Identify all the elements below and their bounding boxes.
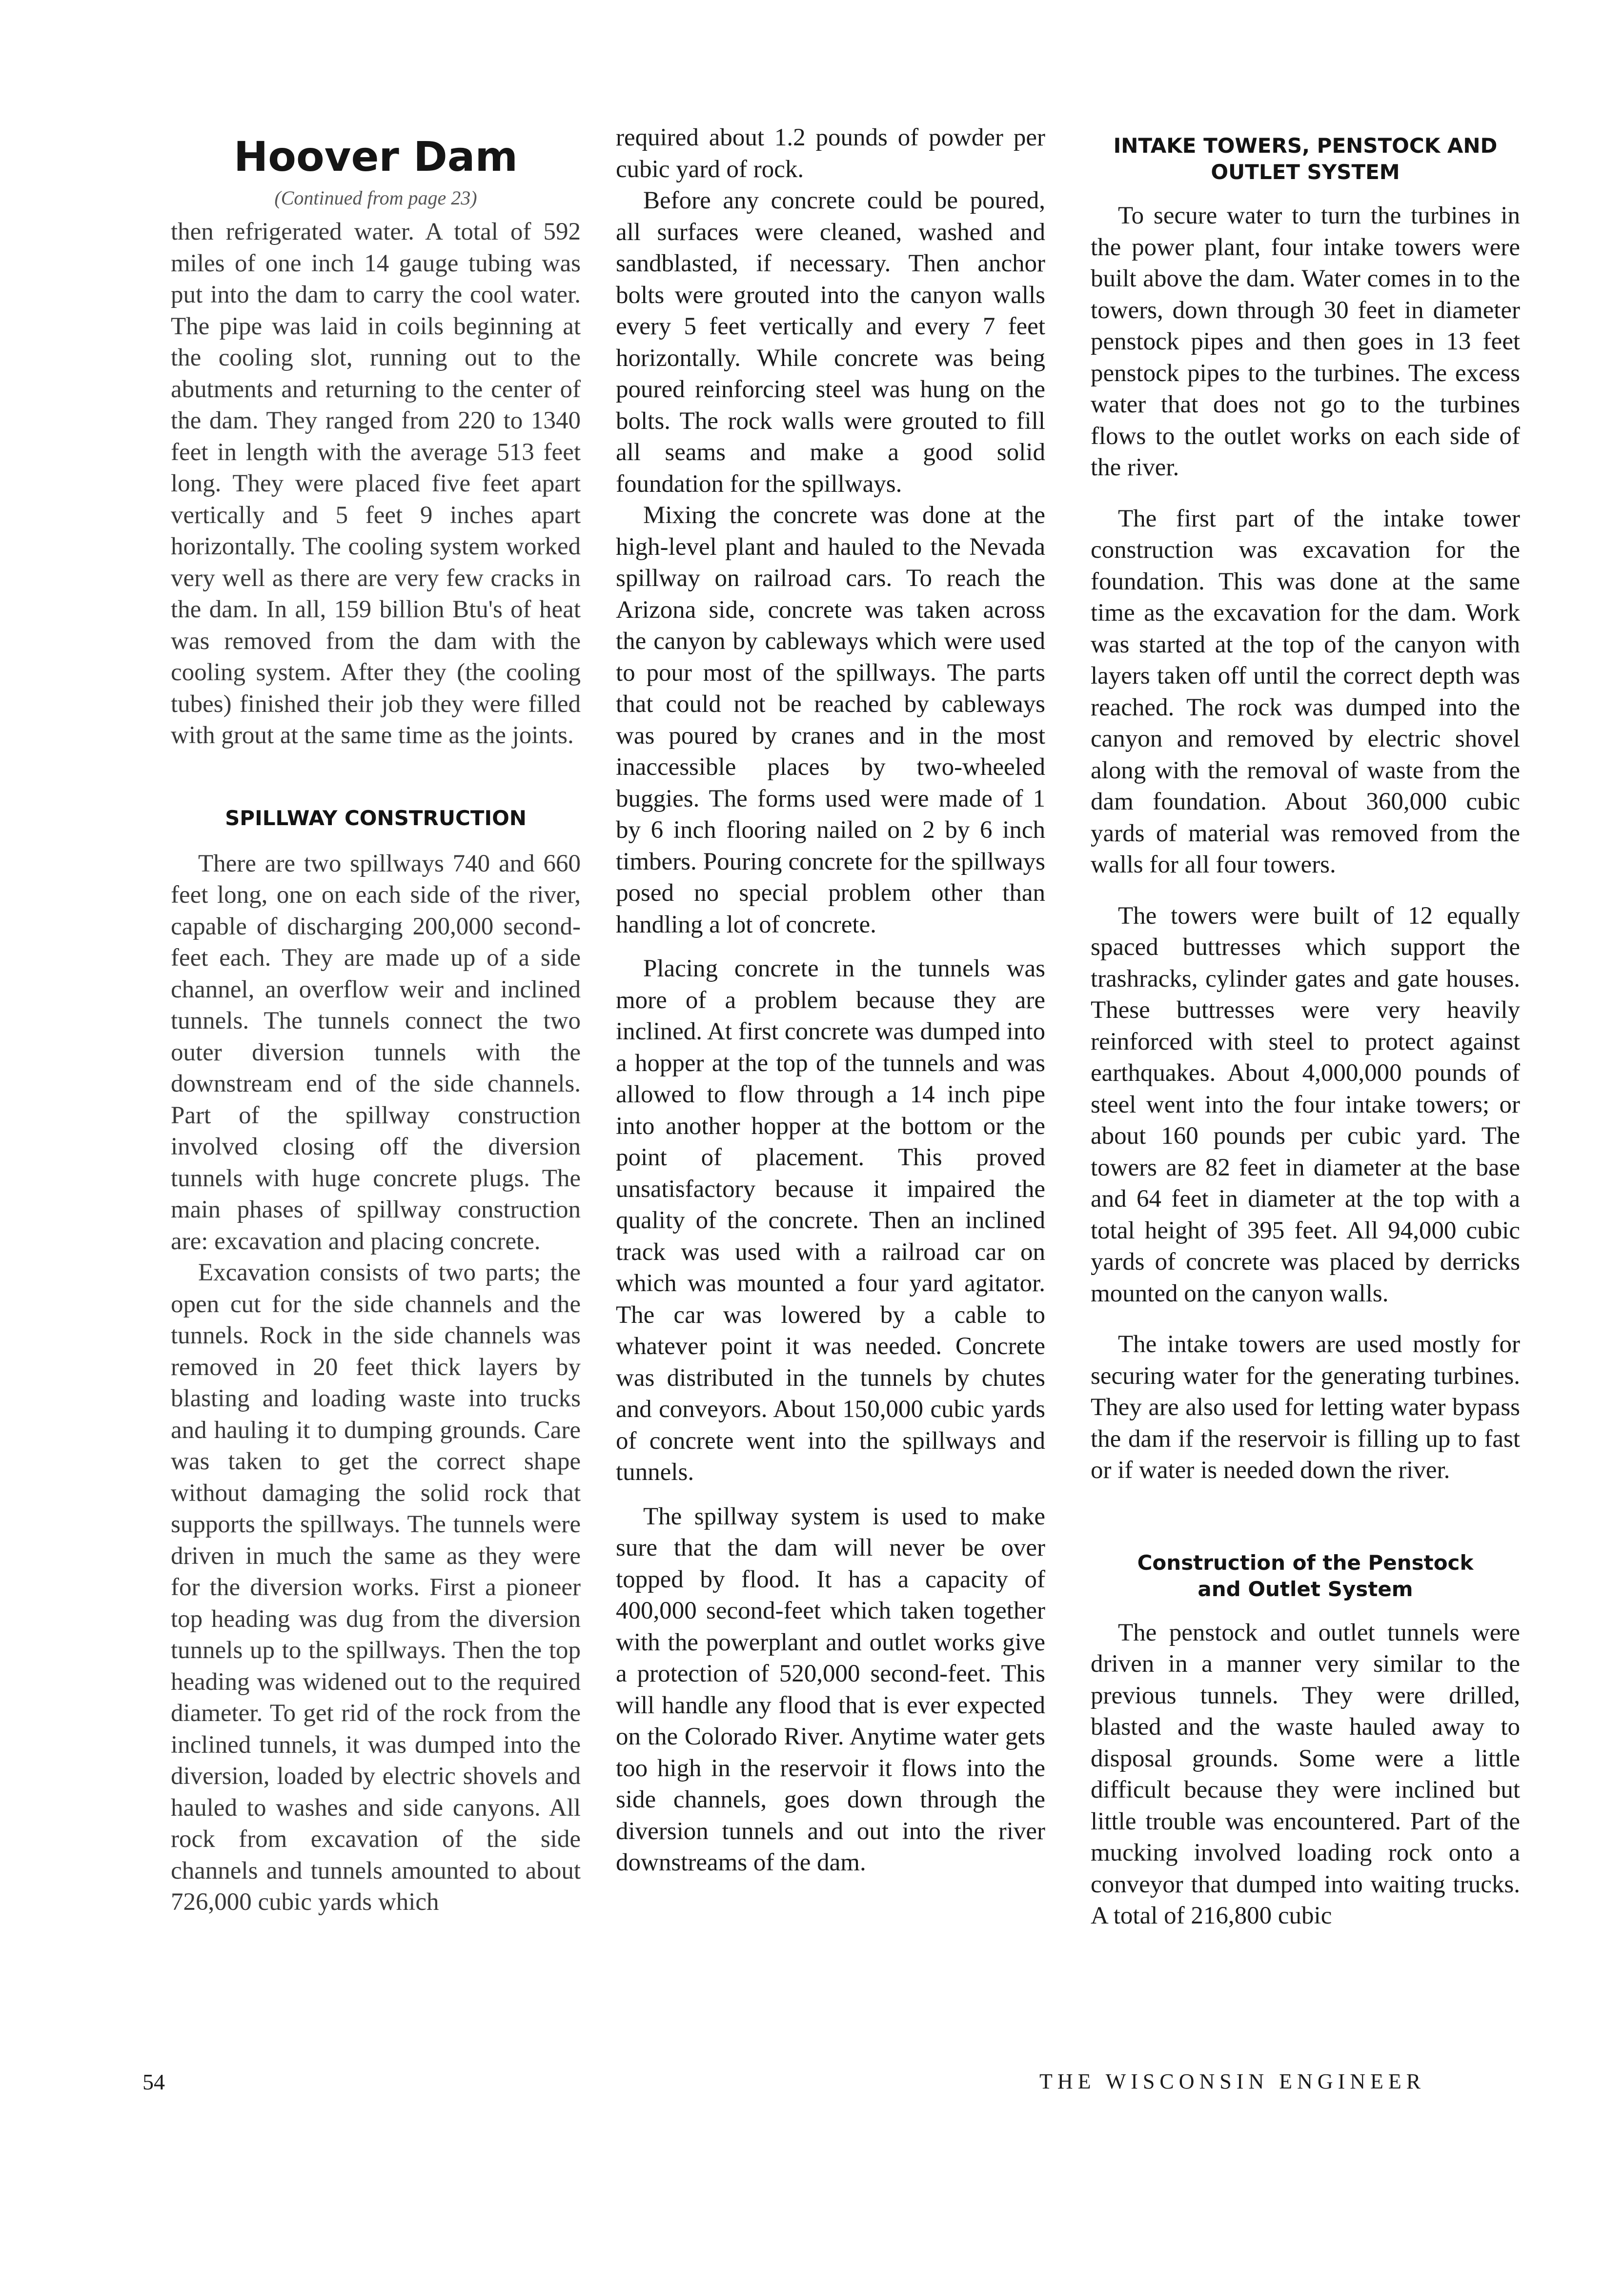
- paragraph-placing-tunnels: Placing concrete in the tunnels was more of a problem because they are inclined. At first concrete was dumped into a hopper at the top of the tunnels and was allowed to flow through a 14 inch pipe into another hopper at the bottom or the point of placement. This proved unsatisfactory because it impaired the quality of the concrete. Then an inclined track was used with a railroad car on which was mounted a four yard agitator. The car was lowered by a cable to whatever point it was needed. Concrete was distributed in the tunnels by chutes and conveyors. About 150,000 cubic yards of concrete went into the spillways and tunnels.: [616, 955, 1045, 1486]
- paragraph-powder: required about 1.2 pounds of powder per cubic yard of rock.: [616, 124, 1045, 183]
- magazine-name: THE WISCONSIN ENGINEER: [1039, 2069, 1426, 2093]
- column-3: [1091, 122, 1520, 1932]
- column-2: [616, 122, 1045, 1879]
- paragraph-spillways: There are two spillways 740 and 660 feet long, one on each side of the river, capable of discharging 200,000 second-feet each. They are made up of a side channel, an overflow weir and inclined tunnels. The tunnels connect the two outer diversion tunnels with the downstream end of the side channels. Part of the spillway construction involved closing off the diversion tunnels with huge concrete plugs. The main phases of spillway construction are: excavation and placing concrete.: [171, 850, 581, 1255]
- paragraph-penstock-tunnels: The penstock and outlet tunnels were driven in a manner very similar to the previous tunnels. They were drilled, blasted and the waste hauled away to disposal grounds. Some were a little difficult because they were inclined but little trouble was encountered. Part of the mucking involved loading rock onto a conveyor that dumped into waiting trucks. A total of 216,800 cubic: [1091, 1619, 1520, 1929]
- paragraph-excavation: Excavation consists of two parts; the open cut for the side channels and the tunnels. Rock in the side channels was removed in 20 feet thick layers by blasting and loading waste into trucks and hauling it to dumping grounds. Care was taken to get the correct shape without damaging the solid rock that supports the spillways. The tunnels were driven in much the same as they were for the diversion works. First a pioneer top heading was dug from the diversion tunnels up to the spillways. Then the top heading was widened out to the required diameter. To get rid of the rock from the inclined tunnels, it was dumped into the diversion, loaded by electric shovels and hauled to washes and side canyons. All rock from excavation of the side channels and tunnels amounted to about 726,000 cubic yards which: [171, 1259, 581, 1916]
- paragraph-preparation: Before any concrete could be poured, all surfaces were cleaned, washed and sandblasted, if necessary. Then anchor bolts were grouted into the canyon walls every 5 feet vertically and every 7 feet horizontally. While concrete was being poured reinforcing steel was hung on the bolts. The rock walls were grouted to fill all seams and make a good solid foundation for the spillways.: [616, 187, 1045, 498]
- heading-intake-towers: INTAKE TOWERS, PENSTOCK AND OUTLET SYSTEM: [1113, 134, 1498, 184]
- paragraph-tower-construction: The towers were built of 12 equally spaced buttresses which support the trashracks, cylinder gates and gate houses. These buttresses were very heavily reinforced with steel to protect against earthquakes. About 4,000,000 pounds of steel went into the four intake towers; or about 160 pounds per cubic yard. The towers are 82 feet in diameter at the base and 64 feet in diameter at the top with a total height of 395 feet. All 94,000 cubic yards of concrete was placed by derricks mounted on the canyon walls.: [1091, 902, 1520, 1307]
- paragraph-cooling: then refrigerated water. A total of 592 miles of one inch 14 gauge tubing was put into the dam to carry the cool water. The pipe was laid in coils beginning at the cooling slot, running out to the abutments and returning to the center of the dam. They ranged from 220 to 1340 feet in length with the average 513 feet long. They were placed five feet apart vertically and 5 feet 9 inches apart horizontally. The cooling system worked very well as there are very few cracks in the dam. In all, 159 billion Btu's of heat was removed from the dam with the cooling system. After they (the cooling tubes) finished their job they were filled with grout at the same time as the joints.: [171, 218, 581, 749]
- continued-note: (Continued from page 23): [274, 187, 477, 209]
- paragraph-intake-towers: To secure water to turn the turbines in the power plant, four intake towers were built above the dam. Water comes in to the towers, down through 30 feet in diameter penstock pipes and then goes in 13 feet penstock pipes to the turbines. The excess water that does not go to the turbines flows to the outlet works on each side of the river.: [1091, 202, 1520, 481]
- heading-penstock-outlet: Construction of the Penstock and Outlet System: [1137, 1550, 1474, 1601]
- paragraph-mixing: Mixing the concrete was done at the high-level plant and hauled to the Nevada spillway on railroad cars. To reach the Arizona side, concrete was taken across the canyon by cableways which were used to pour most of the spillways. The parts that could not be reached by cableways was poured by cranes and in the most inaccessible places by two-wheeled buggies. The forms used were made of 1 by 6 inch flooring nailed on 2 by 6 inch timbers. Pouring concrete for the spillways posed no special problem other than handling a lot of concrete.: [616, 502, 1045, 938]
- paragraph-tower-excavation: The first part of the intake tower construction was excavation for the foundation. This was done at the same time as the excavation for the dam. Work was started at the top of the canyon with layers taken off until the correct depth was reached. The rock was dumped into the canyon and removed by electric shovel along with the removal of waste from the dam foundation. About 360,000 cubic yards of material was removed from the walls for all four towers.: [1091, 505, 1520, 878]
- heading-spillway-construction: SPILLWAY CONSTRUCTION: [225, 806, 527, 830]
- article-title: Hoover Dam: [233, 133, 518, 181]
- paragraph-spillway-system: The spillway system is used to make sure that the dam will never be over topped by flood. It has a capacity of 400,000 second-feet which taken together with the powerplant and outlet works give a protection of 520,000 second-feet. This will handle any flood that is ever expected on the Colorado River. Anytime water gets too high in the reservoir it flows into the side channels, goes down through the diversion tunnels and out into the river downstreams of the dam.: [616, 1502, 1045, 1876]
- paragraph-tower-use: The intake towers are used mostly for securing water for the generating turbines. They are also used for letting water bypass the dam if the reservoir is filling up to fast or if water is needed down the river.: [1091, 1331, 1520, 1484]
- page-number: 54: [142, 2069, 165, 2094]
- column-1: [171, 122, 581, 1918]
